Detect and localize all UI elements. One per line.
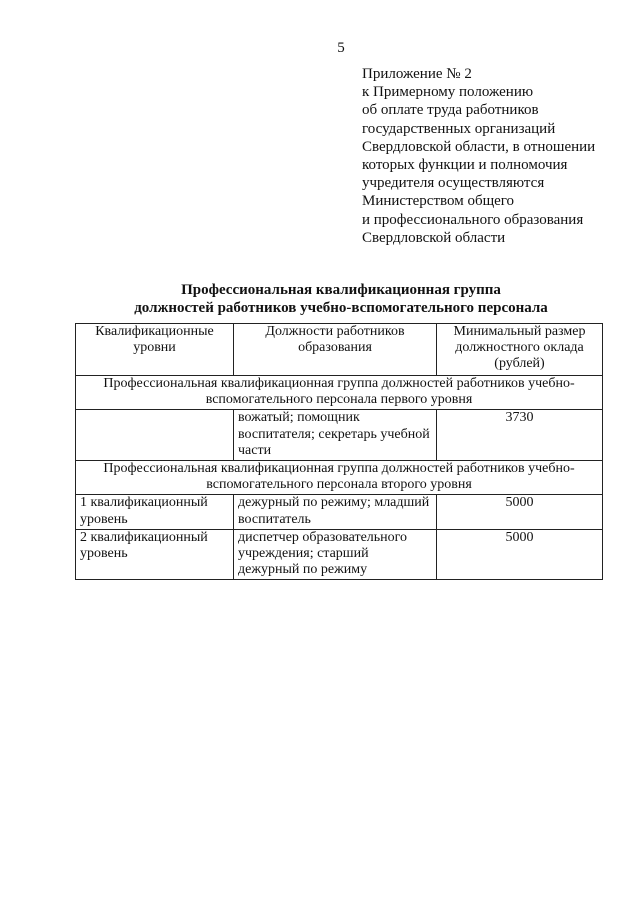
level-line: 2 квалификационный <box>80 529 208 545</box>
group-header-row <box>76 461 603 495</box>
group-title-line: вспомогательного персонала второго уровня <box>206 477 472 493</box>
salary-cell: 3730 <box>437 410 603 461</box>
level-cell <box>76 495 234 529</box>
positions-line: диспетчер образовательного <box>238 529 408 545</box>
group-title-line: вспомогательного персонала первого уровня <box>205 392 473 408</box>
appendix-line: учредителя осуществляются <box>362 175 545 192</box>
group-header-row <box>76 376 603 410</box>
appendix-line: Приложение № 2 <box>362 66 472 82</box>
header-text: (рублей) <box>494 356 545 372</box>
appendix-line: которых функции и полномочия <box>362 157 568 174</box>
salary-table <box>75 323 603 580</box>
salary-cell: 5000 <box>437 529 603 580</box>
header-text: Минимальный размер <box>453 324 586 339</box>
positions-line: вожатый; помощник <box>238 410 360 426</box>
document-title <box>75 281 607 317</box>
table-row <box>76 529 603 580</box>
level-line: уровень <box>80 511 128 527</box>
title-line-1: Профессиональная квалификационная группа <box>181 282 501 298</box>
title-line-2: должностей работников учебно-вспомогательного персонала <box>134 300 548 316</box>
level-line: 1 квалификационный <box>80 495 208 511</box>
group-title-line: Профессиональная квалификационная группа должностей работников учебно- <box>103 461 575 477</box>
header-min-salary <box>437 324 603 376</box>
header-text: должностного оклада <box>455 340 584 356</box>
salary-cell: 5000 <box>437 495 603 529</box>
group-title-second-level <box>76 461 603 495</box>
appendix-block <box>362 65 632 247</box>
table-header-row <box>76 324 603 376</box>
positions-line: дежурный по режиму; младший <box>238 495 430 511</box>
group-title-first-level <box>76 376 603 410</box>
header-positions <box>234 324 437 376</box>
appendix-line: Свердловской области <box>362 229 506 246</box>
header-text: уровни <box>133 340 176 356</box>
positions-line: части <box>238 442 272 458</box>
positions-cell <box>234 529 437 580</box>
appendix-line: к Примерному положению <box>362 84 534 101</box>
positions-cell <box>234 410 437 461</box>
table-row <box>76 410 603 461</box>
appendix-line: Свердловской области, в отношении <box>362 138 596 155</box>
page-number: 5 <box>337 40 345 56</box>
table-row <box>76 495 603 529</box>
positions-line: воспитатель <box>238 511 311 527</box>
positions-line: учреждения; старший <box>238 546 369 562</box>
header-text: Квалификационные <box>95 324 214 339</box>
group-title-line: Профессиональная квалификационная группа должностей работников учебно- <box>103 376 575 391</box>
appendix-line: Министерством общего <box>362 193 515 210</box>
appendix-line: государственных организаций <box>362 120 556 137</box>
header-text: образования <box>298 340 372 356</box>
appendix-line: и профессионального образования <box>362 211 584 228</box>
level-cell <box>76 410 234 461</box>
positions-cell <box>234 495 437 529</box>
positions-line: дежурный по режиму <box>238 562 368 578</box>
header-text: Должности работников <box>265 324 405 339</box>
header-qualification-levels <box>76 324 234 376</box>
level-cell <box>76 529 234 580</box>
positions-line: воспитателя; секретарь учебной <box>238 426 430 442</box>
appendix-line: об оплате труда работников <box>362 102 539 119</box>
level-line: уровень <box>80 546 128 562</box>
